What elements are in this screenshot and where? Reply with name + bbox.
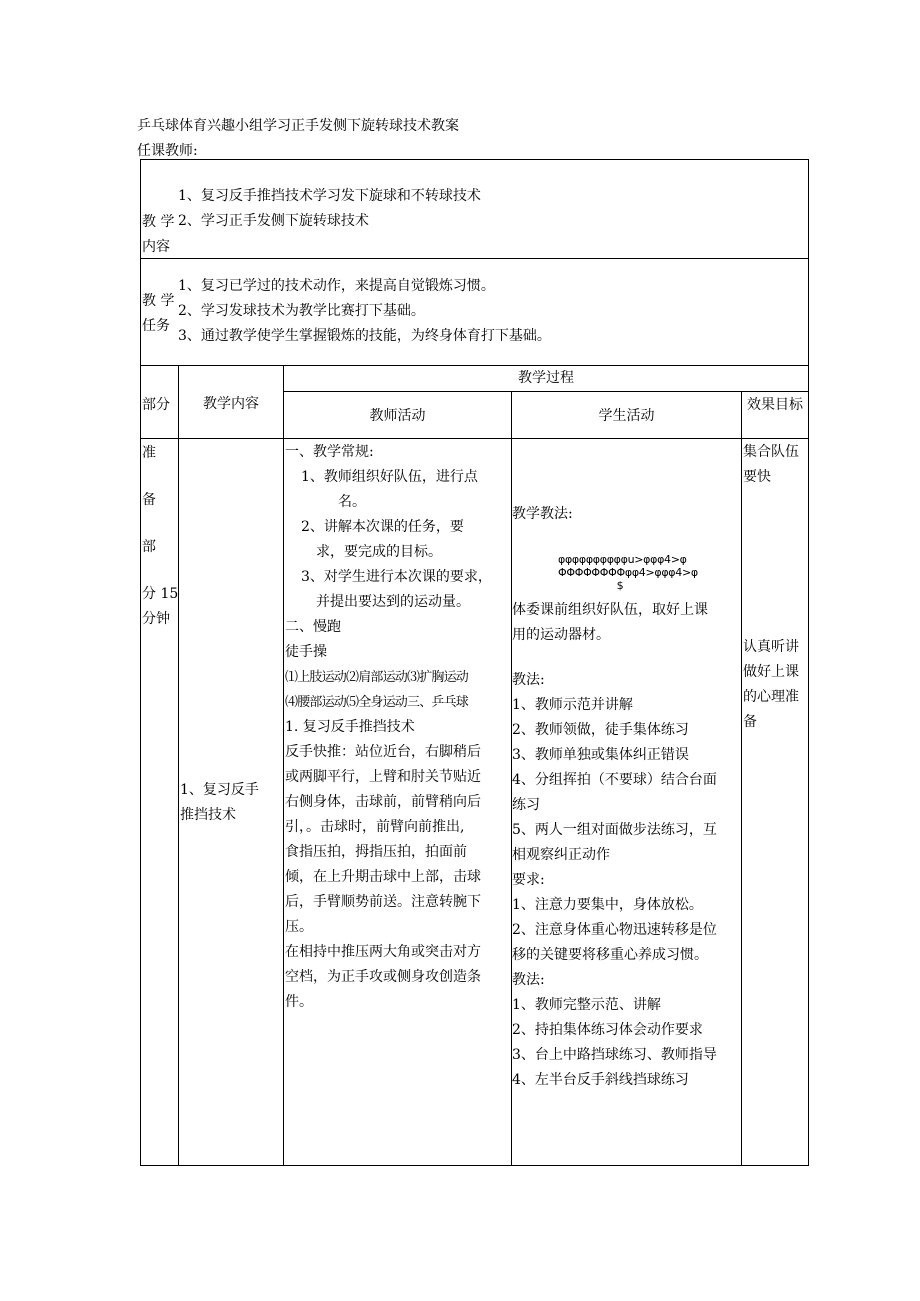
list-item: 1、教师示范并讲解 bbox=[512, 697, 633, 713]
method-title: 教法: bbox=[512, 972, 545, 988]
exercise-title: 徒手操 bbox=[285, 644, 327, 660]
list-item: 练习 bbox=[512, 797, 540, 813]
formation-line: $ bbox=[616, 579, 624, 592]
formation-line: ΦΦΦΦΦΦΦΦφφ4>φφφ4>φ bbox=[558, 566, 698, 579]
skill-line: 倾，在上升期击球中上部，击球 bbox=[285, 869, 481, 885]
list-item: 3、台上中路挡球练习、教师指导 bbox=[512, 1047, 717, 1063]
task-section-label bbox=[142, 289, 178, 339]
task-section-items bbox=[178, 274, 551, 349]
document-title: 乒乓球体育兴趣小组学习正手发侧下旋转球技术教案 bbox=[137, 118, 459, 134]
content-text: 1、复习反手 bbox=[180, 782, 259, 798]
part-text: 准 bbox=[142, 445, 156, 461]
goal-column-bottom bbox=[743, 635, 799, 735]
skill-title: 1. 复习反手推挡技术 bbox=[285, 719, 415, 735]
list-item: 移的关键要将移重心养成习惯。 bbox=[512, 947, 708, 963]
exercise-line: ⑷腰部运动⑸全身运动三、乒乓球 bbox=[285, 695, 469, 710]
goal-text: 做好上课 bbox=[743, 664, 799, 680]
list-item: 5、两人一组对面做步法练习，互 bbox=[512, 822, 717, 838]
goal-text: 备 bbox=[743, 714, 757, 730]
skill-line: 件。 bbox=[285, 994, 313, 1010]
skill-line: 或两脚平行，上臂和肘关节贴近 bbox=[285, 769, 481, 785]
list-item: 1、注意力要集中，身体放松。 bbox=[512, 897, 703, 913]
list-item: 2、注意身体重心物迅速转移是位 bbox=[512, 922, 717, 938]
list-item: 2、学习正手发侧下旋转球技术 bbox=[178, 213, 369, 229]
goal-text: 要快 bbox=[743, 469, 771, 485]
list-item: 4、分组挥拍（不要球）结合台面 bbox=[512, 772, 717, 788]
method-title: 教学教法: bbox=[512, 506, 573, 522]
method-title: 教法: bbox=[512, 672, 545, 688]
part-text: 分 15 bbox=[142, 586, 179, 602]
content-section-label bbox=[142, 210, 178, 260]
content-text: 推挡技术 bbox=[180, 807, 236, 823]
list-item: 1、复习已学过的技术动作，来提高自觉锻炼习惯。 bbox=[178, 278, 495, 294]
header-process: 教学过程 bbox=[518, 370, 574, 386]
routine-item: 并提出要达到的运动量。 bbox=[316, 594, 470, 610]
list-item: 2、教师领做，徒手集体练习 bbox=[512, 722, 689, 738]
routine-title: 一、教学常规: bbox=[285, 444, 374, 460]
list-item: 1、教师完整示范、讲解 bbox=[512, 997, 661, 1013]
run-title: 二、慢跑 bbox=[285, 619, 341, 635]
part-text: 部 bbox=[142, 539, 156, 555]
part-text: 备 bbox=[142, 492, 156, 508]
skill-line: 后，手臂顺势前送。注意转腕下 bbox=[285, 894, 481, 910]
student-activity-column bbox=[512, 502, 573, 527]
student-activity-body bbox=[512, 598, 717, 1093]
header-teacher-activity: 教师活动 bbox=[369, 408, 426, 424]
list-item: 1、复习反手推挡技术学习发下旋球和不转球技术 bbox=[178, 188, 481, 204]
skill-line: 食指压拍，拇指压拍，拍面前 bbox=[285, 844, 467, 860]
requirement-title: 要求: bbox=[512, 872, 545, 888]
formation-diagram bbox=[558, 553, 736, 592]
teacher-label: 任课教师: bbox=[137, 143, 198, 159]
content-column bbox=[180, 778, 259, 828]
part-text: 分钟 bbox=[142, 611, 170, 627]
teacher-activity-column bbox=[285, 440, 492, 1015]
goal-text: 集合队伍 bbox=[743, 444, 799, 460]
routine-item: 求，要完成的目标。 bbox=[316, 544, 442, 560]
skill-line: 压。 bbox=[285, 919, 313, 935]
goal-column-top bbox=[743, 440, 799, 490]
routine-item: 2、讲解本次课的任务，要 bbox=[301, 519, 464, 535]
routine-item: 3、对学生进行本次课的要求， bbox=[301, 569, 492, 585]
routine-item: 名。 bbox=[338, 494, 366, 510]
list-item: 4、左半台反手斜线挡球练习 bbox=[512, 1072, 689, 1088]
task-label-line: 教 学 bbox=[142, 293, 175, 309]
skill-line: 右侧身体，击球前，前臂稍向后 bbox=[285, 794, 481, 810]
content-label-line: 内容 bbox=[142, 239, 170, 255]
prep-line: 用的运动器材。 bbox=[512, 627, 610, 643]
content-label-line: 教 学 bbox=[142, 214, 175, 230]
list-item: 相观察纠正动作 bbox=[512, 847, 610, 863]
part-column bbox=[142, 441, 178, 632]
list-item: 3、教师单独或集体纠正错误 bbox=[512, 747, 689, 763]
task-label-line: 任务 bbox=[142, 318, 170, 334]
header-content: 教学内容 bbox=[203, 396, 259, 412]
skill-line: 引，。击球时，前臂向前推出, bbox=[285, 819, 465, 835]
list-item: 2、学习发球技术为教学比赛打下基础。 bbox=[178, 303, 425, 319]
content-section-items bbox=[178, 184, 481, 234]
goal-text: 的心理准 bbox=[743, 689, 799, 705]
skill-line: 在相持中推压两大角或突击对方 bbox=[285, 944, 481, 960]
header-goal: 效果目标 bbox=[747, 397, 803, 413]
prep-line: 体委课前组织好队伍，取好上课 bbox=[512, 602, 708, 618]
skill-line: 反手快推：站位近台，右脚稍后 bbox=[285, 744, 481, 760]
goal-text: 认真听讲 bbox=[743, 639, 799, 655]
formation-line: φφφφφφφφφφu>φφφ4>φ bbox=[558, 553, 687, 566]
list-item: 2、持拍集体练习体会动作要求 bbox=[512, 1022, 703, 1038]
exercise-line: ⑴上肢运动⑵肩部运动⑶扩胸运动 bbox=[285, 670, 469, 685]
skill-line: 空档，为正手攻或侧身攻创造条 bbox=[285, 969, 481, 985]
list-item: 3、通过教学使学生掌握锻炼的技能，为终身体育打下基础。 bbox=[178, 328, 551, 344]
header-part: 部分 bbox=[142, 397, 170, 413]
header-student-activity: 学生活动 bbox=[598, 408, 655, 424]
routine-item: 1、教师组织好队伍，进行点 bbox=[301, 469, 478, 485]
